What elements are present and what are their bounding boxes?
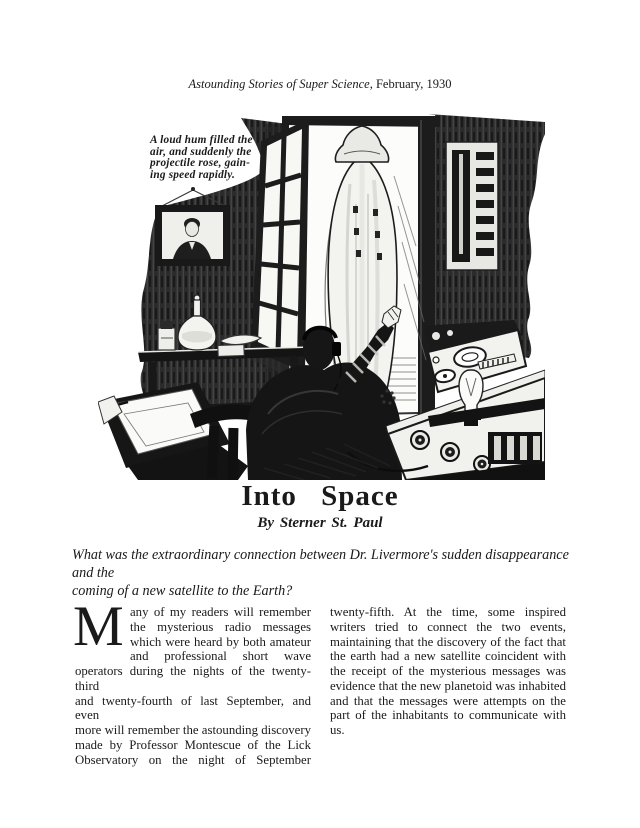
text-line: maintaining that the discovery of the fact that [330, 634, 566, 649]
story-illustration [98, 114, 545, 480]
last-line: us. [330, 723, 345, 737]
dropcap-wrapped-lines [130, 605, 311, 664]
right-column-lines [330, 605, 566, 723]
text-line: evidence that the new planetoid was inhabited [330, 678, 566, 693]
text-line: the mysterious radio messages [130, 619, 311, 634]
teaser-line: coming of a new satellite to the Earth? [72, 582, 293, 599]
page-header [0, 77, 640, 92]
wall-vent [446, 142, 498, 270]
text-line: operators during the nights of the twenty-third [75, 664, 311, 693]
headphone-cup [332, 342, 341, 356]
story-title: Into Space [241, 480, 399, 512]
text-line: which were heard by both amateur [130, 634, 311, 649]
body-columns [73, 595, 566, 767]
text-line: made by Professor Montescue of the Lick [75, 737, 311, 752]
left-column-lines [75, 664, 311, 767]
text-line: Observatory on the night of September [75, 752, 311, 767]
speaker-grill [488, 432, 542, 464]
illustration-caption [150, 135, 280, 181]
right-column [330, 605, 566, 767]
caption-line: projectile rose, gain- [150, 157, 251, 170]
text-line: twenty-fifth. At the time, some inspired [330, 605, 566, 619]
text-line: and professional short wave [130, 649, 311, 664]
left-column [73, 595, 311, 767]
box [218, 345, 244, 357]
text-line: the earth had a new satellite coincident with [330, 649, 566, 664]
nail [191, 187, 195, 191]
caption-line: ing speed rapidly. [150, 168, 236, 181]
text-line: the receipt of the mysterious messages was [330, 664, 566, 678]
text-line: and that the messages were attempts on the [330, 693, 566, 708]
caption-line: air, and suddenly the [150, 145, 252, 158]
story-byline: By Sterner St. Paul [257, 515, 383, 531]
text-line: writers tried to connect the two events, [330, 619, 566, 634]
caption-line: A loud hum filled the [150, 134, 253, 146]
teaser-line: What was the extraordinary connection between Dr. Livermore's sudden disappearance and the [72, 547, 569, 581]
magazine-title: Astounding Stories of Super Science [188, 77, 370, 91]
text-line: any of my readers will remember [130, 605, 311, 619]
text-line: more will remember the astounding discovery [75, 723, 311, 737]
drop-cap: M [73, 595, 124, 658]
story-teaser [72, 547, 587, 600]
text-line: part of the inhabitants to communicate with [330, 708, 566, 723]
text-line: and twenty-fourth of last September, and even [75, 693, 311, 723]
issue-date: , February, 1930 [369, 77, 452, 91]
